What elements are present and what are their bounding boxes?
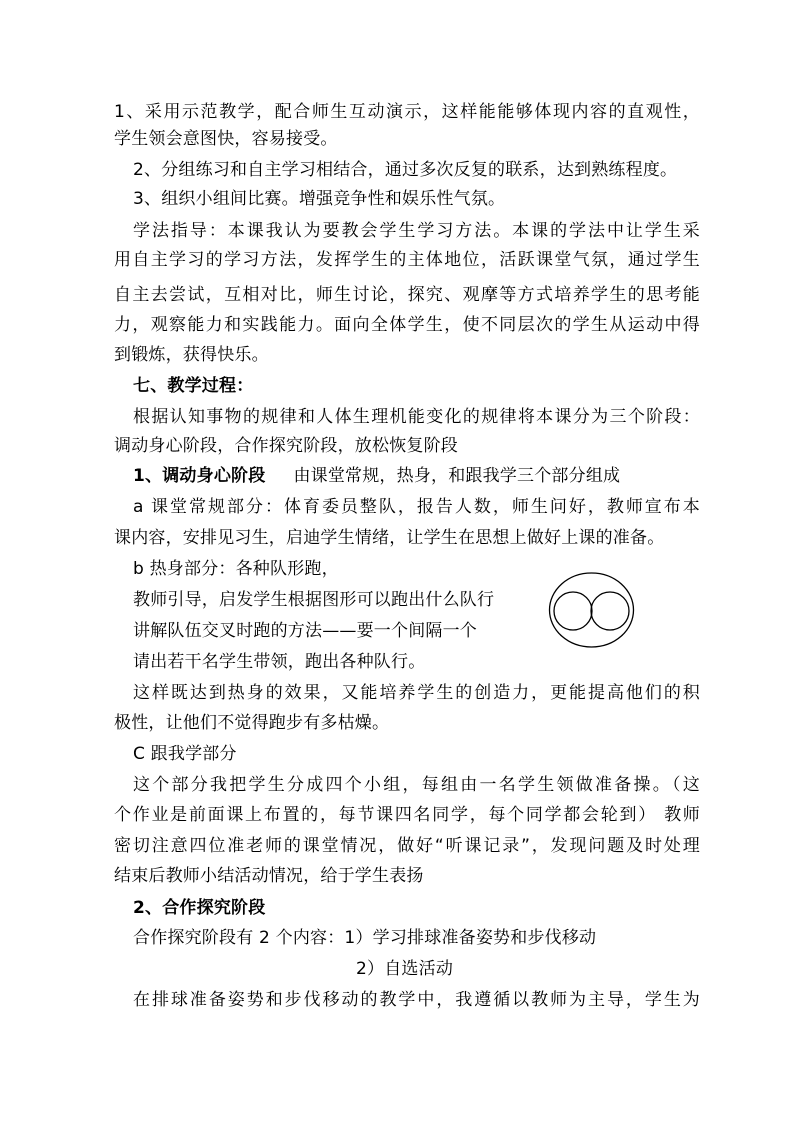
study-guide-line-3: 自主去尝试，互相对比，师生讨论，探究、观摩等方式培养学生的思考能: [114, 285, 700, 305]
stage-1-desc: 由课堂常规，热身，和跟我学三个部分组成: [293, 466, 621, 486]
method-3: 3、组织小组间比赛。增强竞争性和娱乐性气氛。: [133, 189, 506, 209]
stage-2-title: 2、合作探究阶段: [133, 898, 266, 918]
process-intro-line-1: 根据认知事物的规律和人体生理机能变化的规律将本课分为三个阶段：: [133, 407, 700, 427]
section-7-heading: 七、教学过程：: [133, 376, 254, 396]
part-b-line-3: 讲解队伍交叉时跑的方法——要一个间隔一个: [133, 621, 477, 641]
study-guide-line-4: 力，观察能力和实践能力。面向全体学生，使不同层次的学生从运动中得: [114, 315, 700, 335]
study-guide-line-2: 用自主学习的学习方法，发挥学生的主体地位，活跃课堂气氛，通过学生: [114, 250, 700, 270]
part-c-line-3: 密切注意四位准老师的课堂情况，做好“听课记录”，发现问题及时处理: [114, 836, 700, 856]
stage-2-line-1: 合作探究阶段有 2 个内容：1）学习排球准备姿势和步伐移动: [133, 928, 597, 948]
part-b-line-1: b 热身部分：各种队形跑，: [133, 559, 339, 579]
warmup-result-line-2: 极性，让他们不觉得跑步有多枯燥。: [114, 713, 390, 733]
method-1-line-1: 1、采用示范教学，配合师生互动演示，这样能能够体现内容的直观性，: [114, 102, 700, 122]
study-guide-line-1: 学法指导：本课我认为要教会学生学习方法。本课的学法中让学生采: [133, 221, 700, 241]
stage-2-line-3: 在排球准备姿势和步伐移动的教学中，我遵循以教师为主导，学生为: [133, 990, 700, 1010]
method-2: 2、分组练习和自主学习相结合，通过多次反复的联系，达到熟练程度。: [133, 160, 678, 180]
part-b-line-4: 请出若干名学生带领，跑出各种队行。: [133, 652, 426, 672]
part-a-line-2: 课内容，安排见习生，启迪学生情绪，让学生在思想上做好上课的准备。: [114, 528, 665, 548]
method-1-line-2: 学生领会意图快，容易接受。: [114, 129, 338, 149]
stage-1-line: [133, 464, 620, 488]
running-formation-diagram-icon: [548, 571, 640, 651]
part-c-line-2: 个作业是前面课上布置的，每节课四名同学，每个同学都会轮到） 教师: [114, 805, 700, 825]
part-c-title: C 跟我学部分: [133, 744, 237, 764]
study-guide-line-5: 到锻炼，获得快乐。: [114, 345, 269, 365]
part-c-line-1: 这个部分我把学生分成四个小组，每组由一名学生领做准备操。（这: [133, 775, 700, 795]
part-c-line-4: 结束后教师小结活动情况，给于学生表扬: [114, 866, 424, 886]
stage-2-line-2: 2）自选活动: [356, 959, 454, 979]
process-intro-line-2: 调动身心阶段，合作探究阶段，放松恢复阶段: [114, 436, 458, 456]
part-a-line-1: a 课堂常规部分：体育委员整队，报告人数，师生问好，教师宣布本: [133, 497, 700, 517]
stage-1-title: 1、调动身心阶段: [133, 466, 266, 486]
warmup-result-line-1: 这样既达到热身的效果，又能培养学生的创造力，更能提高他们的积: [133, 683, 700, 703]
part-b-line-2: 教师引导，启发学生根据图形可以跑出什么队行: [133, 590, 495, 610]
